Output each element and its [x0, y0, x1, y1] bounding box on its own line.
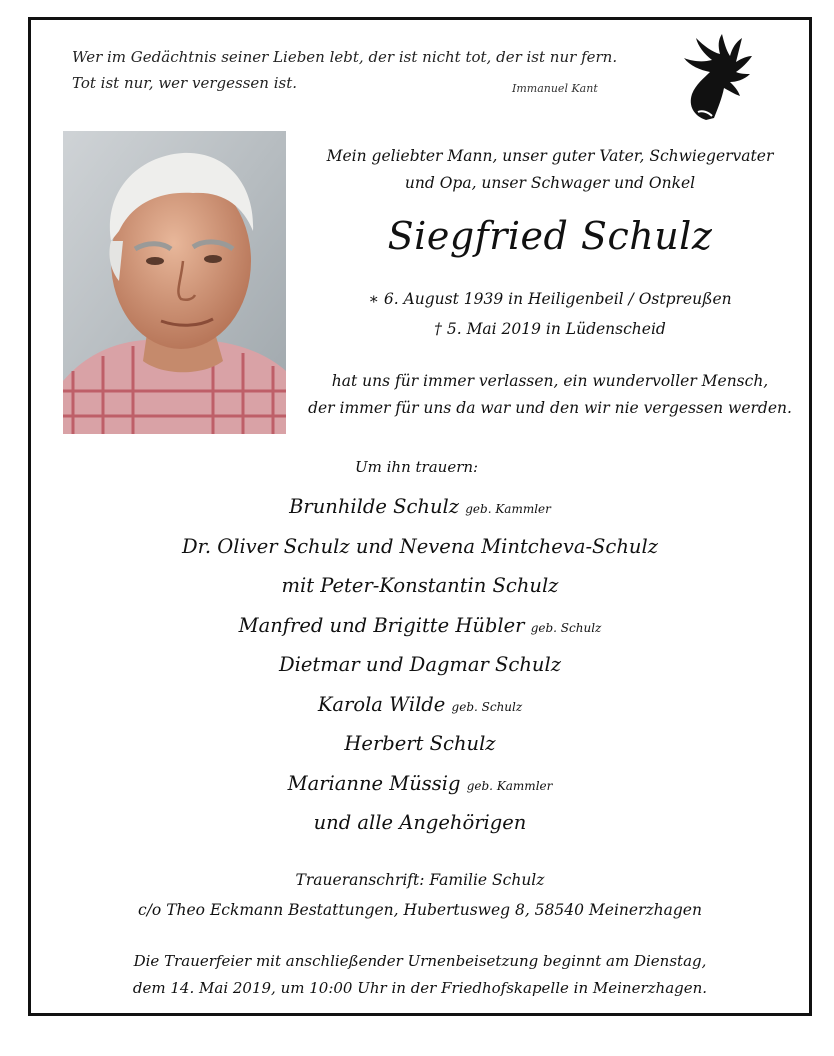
ceremony-line-1: Die Trauerfeier mit anschließender Urnenbeisetzung beginnt am Dienstag, [133, 952, 707, 970]
deceased-name: Siegfried Schulz [387, 214, 713, 258]
antler-icon [676, 32, 754, 124]
address-line-1: Traueranschrift: Familie Schulz [295, 871, 545, 889]
quote-author: Immanuel Kant [512, 82, 598, 95]
mourner-entry: und alle Angehörigen [313, 811, 527, 834]
mourner-entry: Manfred und Brigitte Hübler geb. Schulz [238, 613, 602, 637]
message-line-2: der immer für uns da war und den wir nie vergessen werden. [308, 399, 792, 417]
intro-text [300, 143, 800, 197]
birth-date: ∗ 6. August 1939 in Heiligenbeil / Ostpreußen [368, 290, 732, 308]
mourner-entry: Herbert Schulz [344, 732, 496, 755]
portrait-image [63, 131, 286, 434]
intro-line-2: und Opa, unser Schwager und Onkel [404, 174, 696, 192]
quote-line-2: Tot ist nur, wer vergessen ist. [72, 74, 297, 92]
mourner-entry: Dr. Oliver Schulz und Nevena Mintcheva-Schulz [182, 534, 658, 558]
mourner-entry: mit Peter-Konstantin Schulz [281, 574, 559, 597]
intro-line-1: Mein geliebter Mann, unser guter Vater, Schwiegervater [326, 147, 774, 165]
message-line-1: hat uns für immer verlassen, ein wundervoller Mensch, [331, 372, 769, 390]
mourner-entry: Marianne Müssig geb. Kammler [287, 771, 553, 795]
portrait-photo [63, 131, 286, 434]
ceremony-line-2: dem 14. Mai 2019, um 10:00 Uhr in der Friedhofskapelle in Meinerzhagen. [132, 979, 708, 997]
life-dates [300, 284, 800, 344]
mourner-entry: Dietmar und Dagmar Schulz [279, 653, 561, 676]
mourners-heading: Um ihn trauern: [355, 458, 479, 476]
mourners-list [100, 495, 740, 851]
mourner-entry: Karola Wilde geb. Schulz [317, 692, 523, 716]
message-text [290, 368, 810, 422]
ceremony-info [80, 948, 760, 1002]
mourner-entry: Brunhilde Schulz geb. Kammler [289, 495, 551, 518]
death-date: † 5. Mai 2019 in Lüdenscheid [434, 320, 666, 338]
mourning-address [80, 865, 760, 925]
quote-line-1: Wer im Gedächtnis seiner Lieben lebt, der ist nicht tot, der ist nur fern. [72, 48, 618, 66]
address-line-2: c/o Theo Eckmann Bestattungen, Hubertusweg 8, 58540 Meinerzhagen [138, 901, 702, 919]
